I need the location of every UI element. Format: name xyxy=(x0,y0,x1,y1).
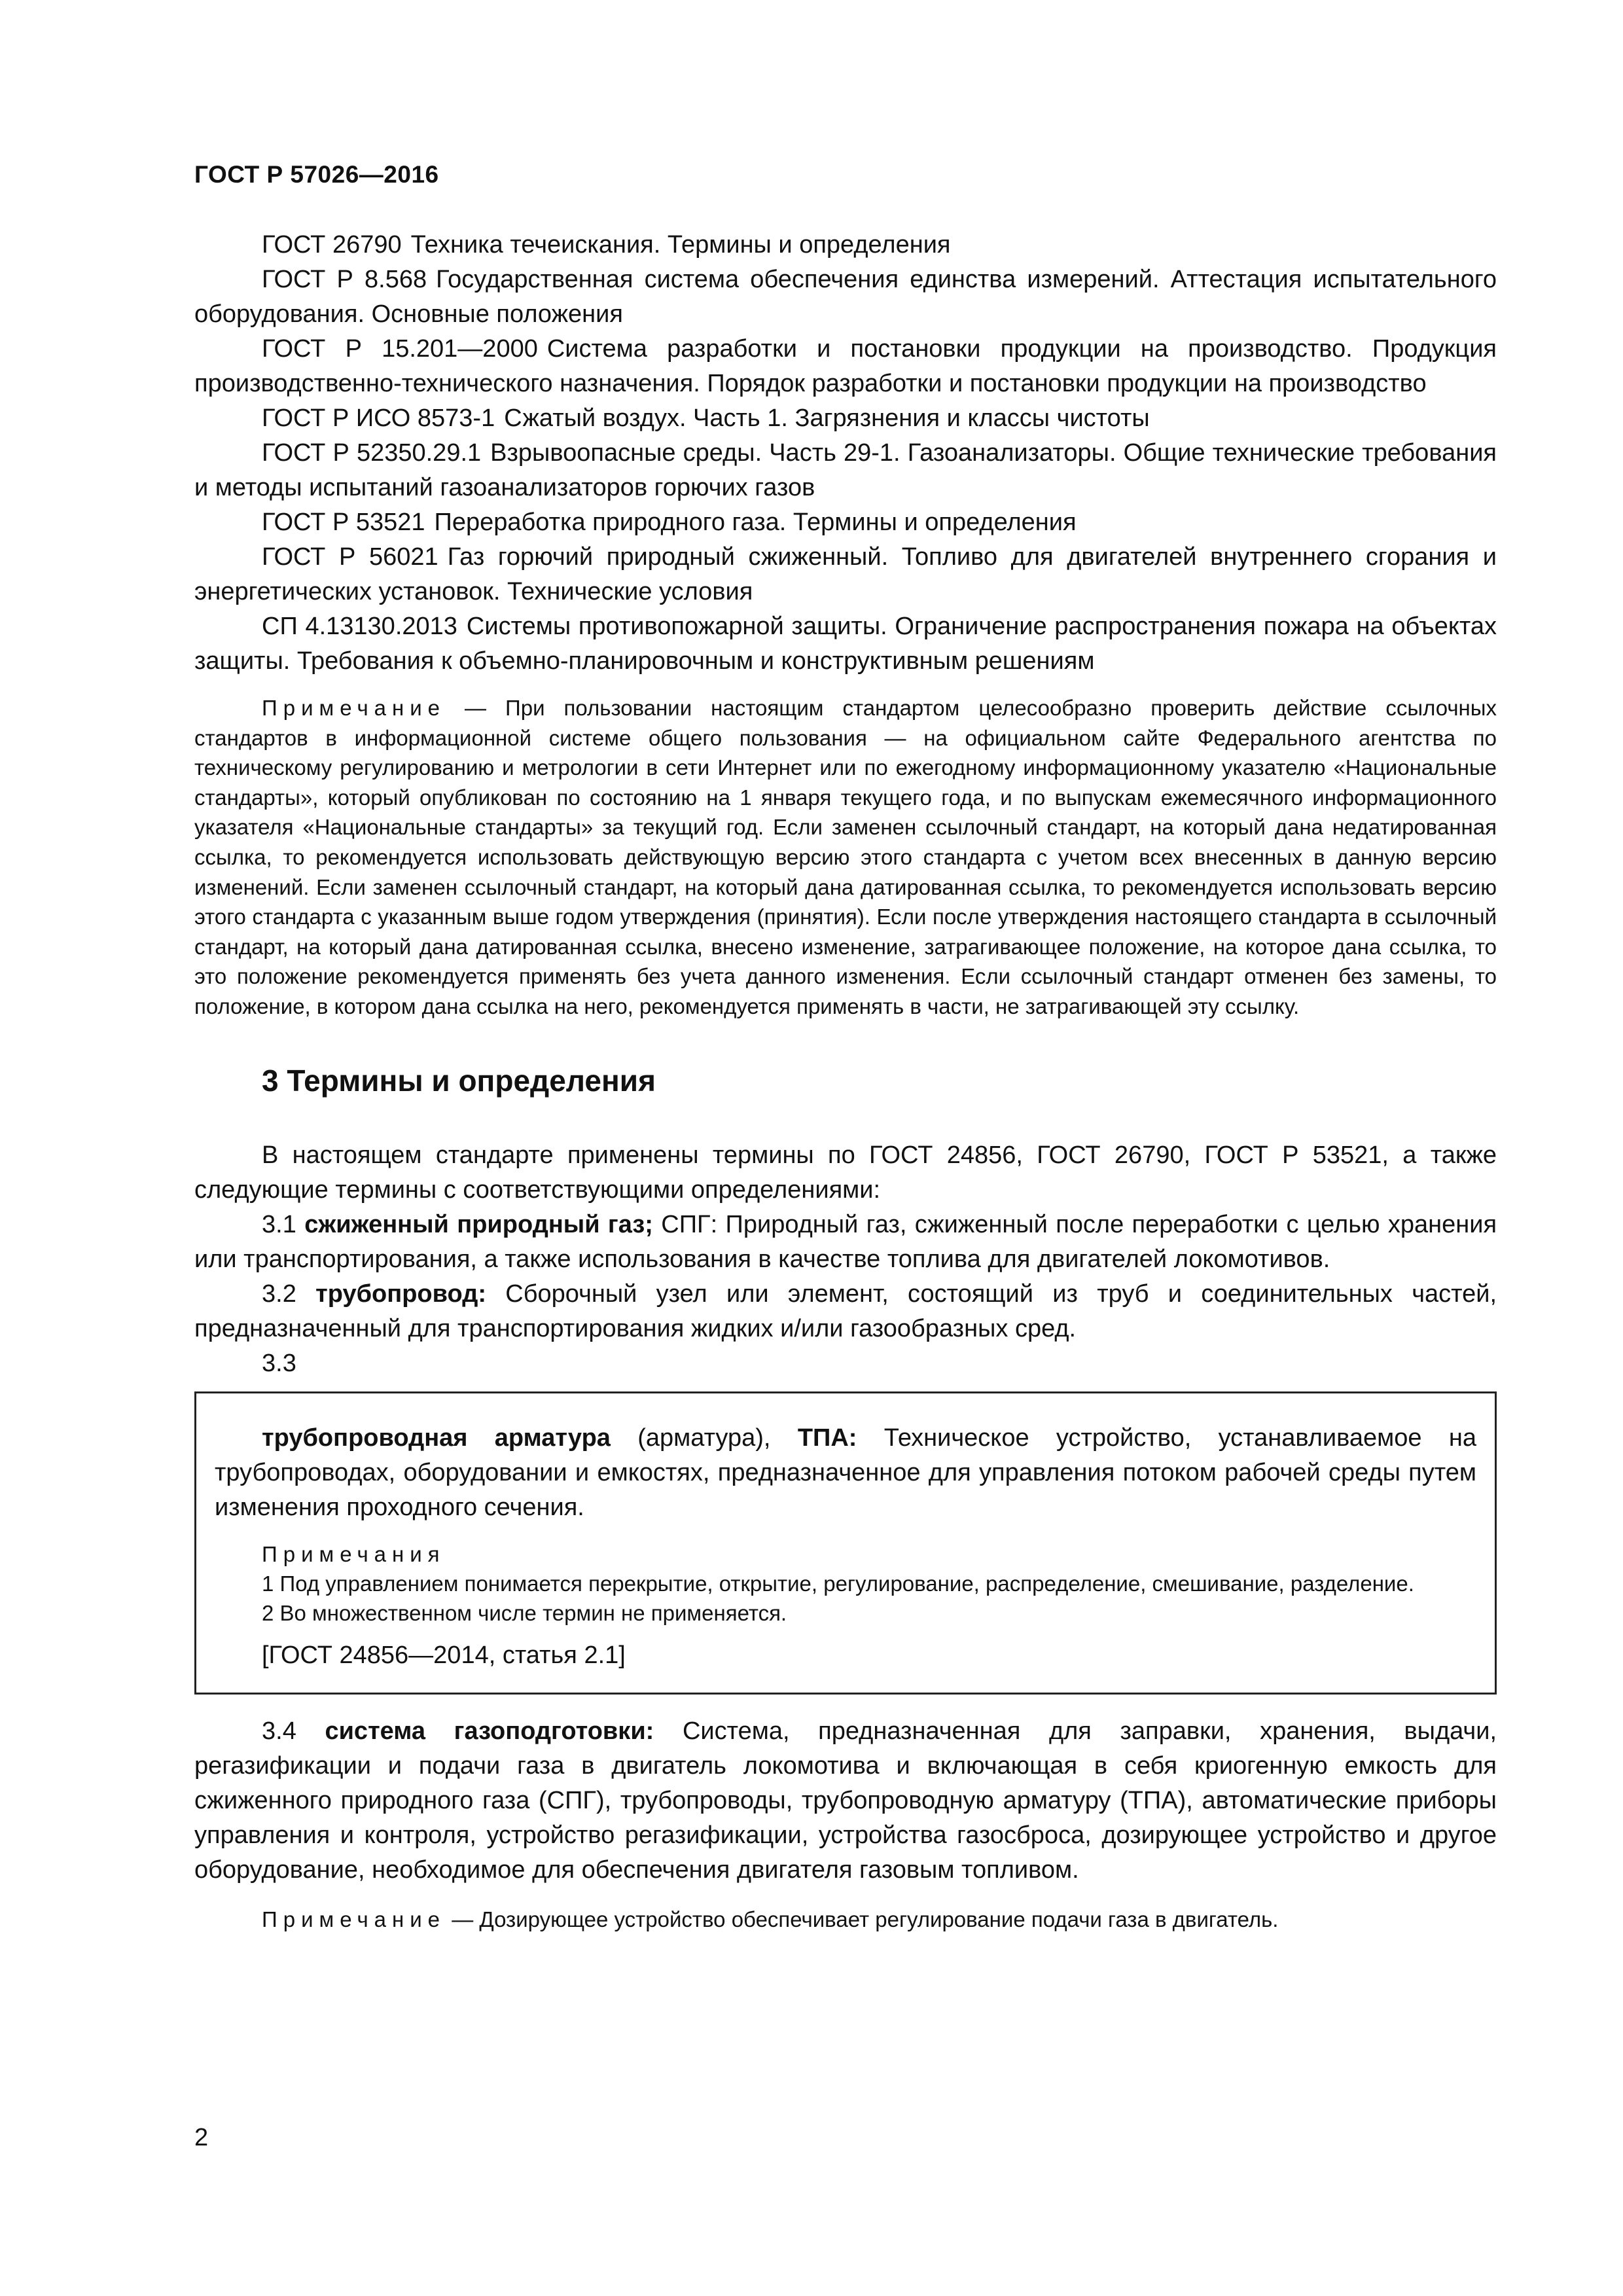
term-3-4-note xyxy=(194,1905,1497,1935)
section-intro: В настоящем стандарте применены термины по ГОСТ 24856, ГОСТ 26790, ГОСТ Р 53521, а также следующие термины с соответствующими определениями: xyxy=(194,1141,1497,1204)
reference-item xyxy=(194,262,1497,332)
reference-code: ГОСТ 26790 xyxy=(262,231,402,259)
term-3-3-number: 3.3 xyxy=(262,1349,296,1377)
reference-title: Государственная система обеспечения единства измерений. Аттестация испытательного оборудования. Основные положения xyxy=(194,266,1497,328)
reference-code: ГОСТ Р 15.201—2000 xyxy=(262,335,538,363)
term-definition: Система, предназначенная для заправки, хранения, выдачи, регазификации и подачи газа в двигатель локомотива и включающая в себя криогенную емкость для сжиженного природного газа (СПГ), трубопроводы, трубопроводную арматуру (ТПА), автоматические приборы управления и контроля, устройство регазификации, устройства газосброса, дозирующее устройство и другое оборудование, необходимое для обеспечения двигателя газовым топливом. xyxy=(194,1717,1497,1884)
reference-item xyxy=(194,436,1497,505)
term-number: 3.1 xyxy=(262,1210,296,1238)
reference-title: Газ горючий природный сжиженный. Топливо для двигателей внутреннего сгорания и энергетических установок. Технические условия xyxy=(194,543,1497,605)
reference-code: СП 4.13130.2013 xyxy=(262,613,457,640)
note-label: Примечание xyxy=(262,696,446,720)
reference-code: ГОСТ Р 52350.29.1 xyxy=(262,439,482,467)
section-title: 3 Термины и определения xyxy=(262,1063,656,1098)
term-definition: Сборочный узел или элемент, состоящий из труб и соединительных частей, предназначенный для транспортирования жидких и/или газообразных сред. xyxy=(194,1280,1497,1342)
reference-item xyxy=(194,609,1497,679)
note-label: Примечание xyxy=(262,1907,446,1931)
term-name: трубопроводная арматура xyxy=(262,1424,611,1452)
reference-title: Техника течеискания. Термины и определения xyxy=(410,231,951,259)
term-note-2: 2 Во множественном числе термин не применяется. xyxy=(262,1600,787,1625)
notes-heading: Примечания xyxy=(262,1541,446,1566)
term-number: 3.2 xyxy=(262,1280,296,1308)
reference-title: Переработка природного газа. Термины и определения xyxy=(434,509,1077,536)
normative-references-list xyxy=(194,228,1497,679)
term-3-1 xyxy=(194,1208,1497,1277)
reference-item xyxy=(194,332,1497,401)
term-3-4 xyxy=(194,1714,1497,1888)
term-3-2 xyxy=(194,1277,1497,1346)
reference-title: Сжатый воздух. Часть 1. Загрязнения и классы чистоты xyxy=(504,404,1150,432)
note-text: — Дозирующее устройство обеспечивает регулирование подачи газа в двигатель. xyxy=(452,1907,1279,1931)
note-text: — При пользовании настоящим стандартом целесообразно проверить действие ссылочных стандартов в информационной системе общего пользования — на официальном сайте Федерального агентства по техническому регулированию и метрологии в сети Интернет или по ежегодному информационному указателю «Национальные стандарты», который опубликован по состоянию на 1 января текущего года, и по выпускам ежемесячного информационного указателя «Национальные стандарты» за текущий год. Если заменен ссылочный стандарт, на который дана недатированная ссылка, то рекомендуется использовать действующую версию этого стандарта с учетом всех внесенных в данную версию изменений. Если заменен ссылочный стандарт, на который дана датированная ссылка, то рекомендуется использовать версию этого стандарта с указанным выше годом утверждения (принятия). Если после утверждения настоящего стандарта в ссылочный стандарт, на который дана датированная ссылка, внесено изменение, затрагивающее положение, на которое дана ссылка, то это положение рекомендуется применять без учета данного изменения. Если ссылочный стандарт отменен без замены, то положение, в котором дана ссылка на него, рекомендуется применять в части, не затрагивающей эту ссылку. xyxy=(194,696,1497,1018)
reference-title: Система разработки и постановки продукции на производство. Продукция производственно-технического назначения. Порядок разработки и постановки продукции на производство xyxy=(194,335,1497,397)
reference-code: ГОСТ Р 53521 xyxy=(262,509,425,536)
reference-code: ГОСТ Р 8.568 xyxy=(262,266,427,293)
reference-title: Взрывоопасные среды. Часть 29-1. Газоанализаторы. Общие технические требования и методы испытаний газоанализаторов горючих газов xyxy=(194,439,1497,501)
references-note xyxy=(194,693,1497,1022)
term-name: сжиженный природный газ; xyxy=(304,1210,653,1238)
term-abbreviation: ТПА: xyxy=(797,1424,857,1452)
term-definition: Природный газ, сжиженный после переработки с целью хранения или транспортирования, а также использования в качестве топлива для двигателей локомотивов. xyxy=(194,1210,1497,1273)
document-code-header: ГОСТ Р 57026—2016 xyxy=(194,161,439,188)
term-name: трубопровод: xyxy=(315,1280,486,1308)
term-note-1: 1 Под управлением понимается перекрытие, открытие, регулирование, распределение, смешивание, разделение. xyxy=(262,1571,1414,1596)
reference-item xyxy=(194,540,1497,609)
reference-item xyxy=(194,401,1497,436)
document-body xyxy=(194,228,1497,1934)
reference-code: ГОСТ Р 56021 xyxy=(262,543,438,571)
term-definition: Техническое устройство, устанавливаемое на трубопроводах, оборудовании и емкостях, предназначенное для управления потоком рабочей среды путем изменения проходного сечения. xyxy=(215,1424,1476,1521)
term-abbreviation: СПГ: xyxy=(661,1210,718,1238)
term-3-3 xyxy=(215,1421,1476,1525)
reference-item xyxy=(194,505,1497,540)
reference-title: Системы противопожарной защиты. Ограничение распространения пожара на объектах защиты. Требования к объемно-планировочным и конструктивным решениям xyxy=(194,613,1497,675)
page-number: 2 xyxy=(194,2124,209,2151)
term-source: [ГОСТ 24856—2014, статья 2.1] xyxy=(262,1641,626,1669)
term-name: система газоподготовки: xyxy=(325,1717,654,1745)
term-3-3-box xyxy=(194,1391,1497,1695)
reference-item xyxy=(194,228,1497,262)
term-alt-name: (арматура), xyxy=(637,1424,771,1452)
term-number: 3.4 xyxy=(262,1717,296,1745)
reference-code: ГОСТ Р ИСО 8573-1 xyxy=(262,404,495,432)
